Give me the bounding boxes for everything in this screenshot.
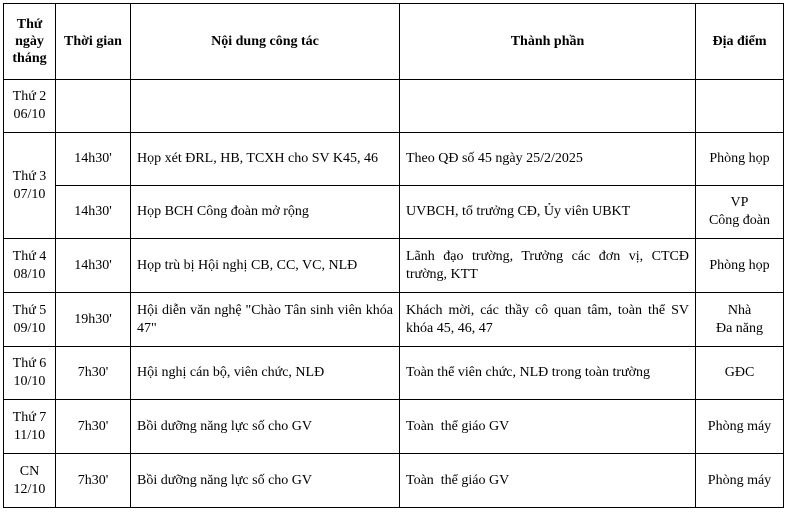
day-cell [4,400,56,454]
day-label: CN [19,463,40,479]
location-cell: Phòng họp [696,133,784,186]
date-label: 11/10 [13,427,46,443]
location-line: Nhà [727,302,752,318]
participants-cell: UVBCH, tổ trưởng CĐ, Ủy viên UBKT [400,186,696,239]
time-cell: 7h30' [56,400,131,454]
header-location: Địa điểm [696,4,784,80]
table-row [4,454,784,508]
location-cell: Phòng máy [696,454,784,508]
day-cell [4,80,56,133]
location-cell [696,293,784,347]
content-cell: Hội nghị cán bộ, viên chức, NLĐ [131,347,400,400]
day-cell [4,133,56,239]
location-line: Công đoàn [708,213,771,228]
table-row [4,347,784,400]
time-cell [56,80,131,133]
table-row [4,186,784,239]
location-line: Đa năng [715,320,764,336]
content-cell [131,80,400,133]
date-label: 12/10 [13,481,46,497]
table-row [4,400,784,454]
day-label: Thứ 3 [12,168,47,184]
schedule-container [3,3,784,508]
table-row [4,80,784,133]
day-label: Thứ 6 [12,356,47,371]
participants-cell: Toàn thể giáo GV [400,454,696,508]
day-label: Thứ 2 [12,89,47,104]
date-label: 09/10 [13,320,46,336]
location-cell: Phòng máy [696,400,784,454]
day-label: Thứ 4 [12,248,47,264]
participants-cell: Toàn thể viên chức, NLĐ trong toàn trường [400,347,696,400]
date-label: 08/10 [13,266,46,282]
table-row [4,293,784,347]
header-content: Nội dung công tác [131,4,400,80]
time-cell: 19h30' [56,293,131,347]
time-cell: 14h30' [56,239,131,293]
location-cell [696,186,784,239]
day-cell [4,293,56,347]
day-cell [4,347,56,400]
time-cell: 7h30' [56,454,131,508]
header-time: Thời gian [56,4,131,80]
content-cell: Bồi dưỡng năng lực số cho GV [131,400,400,454]
day-cell [4,239,56,293]
date-label: 06/10 [13,107,46,122]
weekly-schedule-table [3,3,784,508]
participants-cell: Khách mời, các thầy cô quan tâm, toàn thể SV khóa 45, 46, 47 [400,293,696,347]
content-cell: Họp trù bị Hội nghị CB, CC, VC, NLĐ [131,239,400,293]
location-cell: Phòng họp [696,239,784,293]
header-row [4,4,784,80]
date-label: 07/10 [13,186,46,202]
content-cell: Họp xét ĐRL, HB, TCXH cho SV K45, 46 [131,133,400,186]
table-row [4,133,784,186]
header-participants: Thành phần [400,4,696,80]
time-cell: 14h30' [56,133,131,186]
content-cell: Hội diễn văn nghệ "Chào Tân sinh viên khóa 47" [131,293,400,347]
participants-cell: Lãnh đạo trường, Trưởng các đơn vị, CTCĐ trường, KTT [400,239,696,293]
time-cell: 14h30' [56,186,131,239]
header-day: Thứ ngày tháng [4,4,56,80]
time-cell: 7h30' [56,347,131,400]
date-label: 10/10 [13,374,46,389]
content-cell: Bồi dưỡng năng lực số cho GV [131,454,400,508]
participants-cell: Toàn thể giáo GV [400,400,696,454]
content-cell: Họp BCH Công đoàn mở rộng [131,186,400,239]
location-line: VP [730,195,749,210]
day-label: Thứ 5 [12,302,47,318]
location-cell: GĐC [696,347,784,400]
location-cell [696,80,784,133]
day-label: Thứ 7 [12,409,47,425]
day-cell [4,454,56,508]
participants-cell [400,80,696,133]
table-row [4,239,784,293]
participants-cell: Theo QĐ số 45 ngày 25/2/2025 [400,133,696,186]
